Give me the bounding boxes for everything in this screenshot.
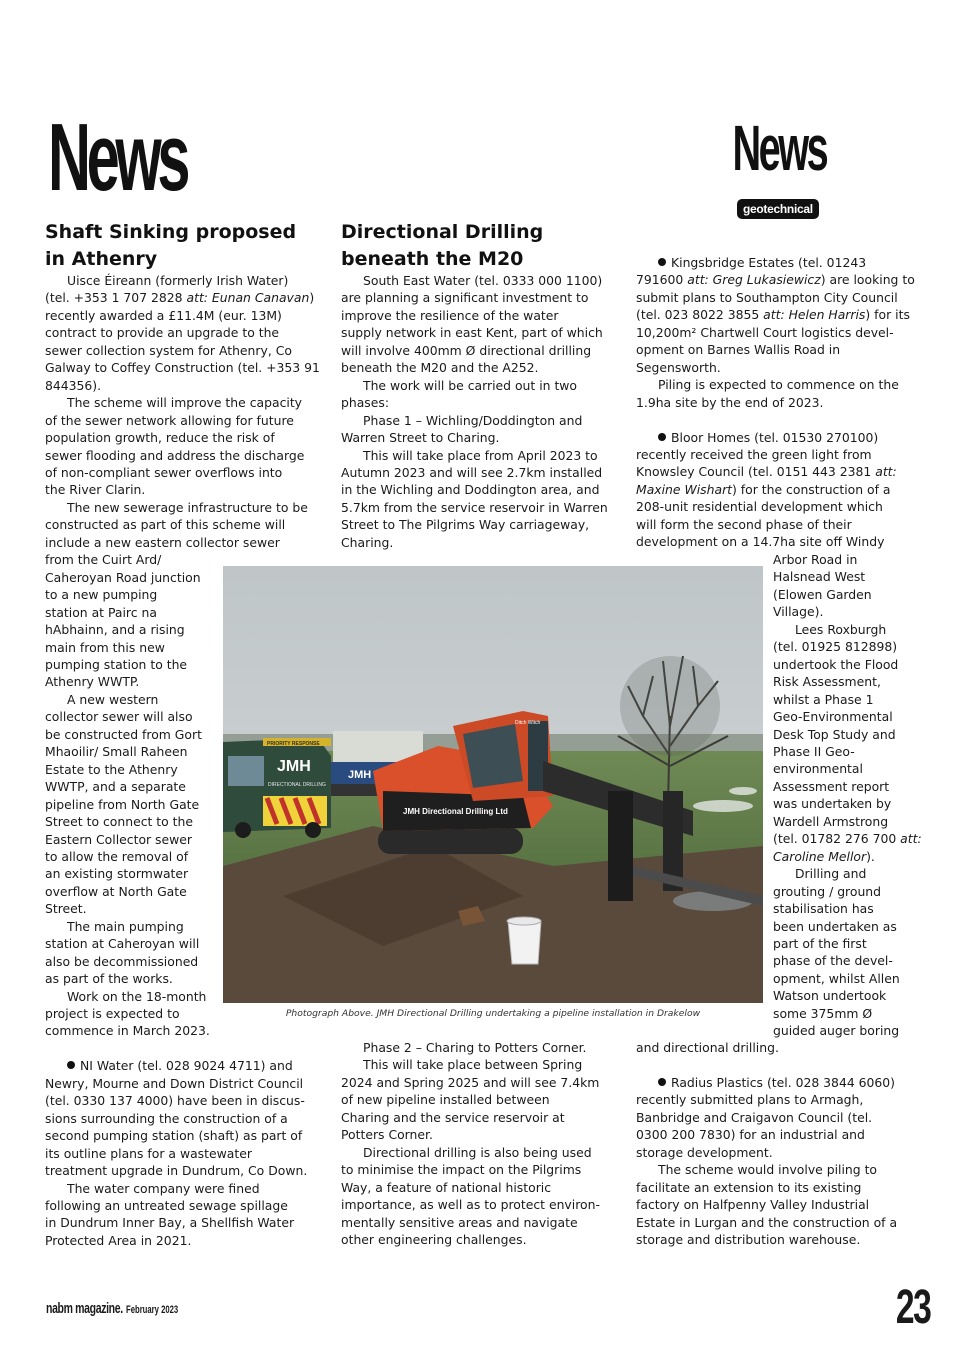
paragraph: The scheme will improve the capacity of the sewer network allowing for future population growth, reduce the risk of sewer flooding and address the discharge of non-compliant sewer overflows into the River Clarin. [45, 395, 305, 498]
paragraph: The new sewerage infrastructure to be constructed as part of this scheme will include a new eastern collector sewer from the Cuirt Ard/ Caheroyan Road junction to a new pumping station at Pairc na hAbhainn, and a rising main from this new pumping station to the Athenry WWTP. [45, 499, 308, 690]
paragraph: The work will be carried out in two phases: [341, 377, 578, 411]
paragraph: Bloor Homes (tel. 01530 270100) recently received the green light from Knowsley Council (tel. 0151 443 2381 att: Maxine Wishart) for the construction of a 208-unit residential development which will form the second phase of their development on a 14.7ha site off Windy [636, 429, 897, 550]
footer-magazine: nabm magazine. [46, 1300, 123, 1317]
van-sub: DIRECTIONAL DRILLING [268, 782, 326, 788]
paragraph: The main pumping station at Caheroyan will also be decommissioned as part of the works. [45, 918, 200, 987]
footer-date: February 2023 [126, 1304, 179, 1316]
bucket [507, 917, 541, 964]
headline-m20 [341, 219, 621, 273]
article-m20-top [341, 272, 626, 551]
headline-line: beneath the M20 [341, 248, 524, 270]
masthead-right: News [732, 112, 826, 184]
paragraph: South East Water (tel. 0333 000 1100) are planning a significant investment to improve the resilience of the water supply network in east Kent, part of which will involve 400mm Ø directional drilling beneath the M20 and the A252. [341, 273, 603, 376]
paragraph: This will take place from April 2023 to Autumn 2023 and will see 2.7km installed in the Wichling and Doddington area, and 5.7km from the service reservoir in Warren Street to The Pilgrims Way carriageway, Charing. [341, 447, 608, 550]
page-number: 23 [895, 1281, 930, 1334]
headline-line: Shaft Sinking proposed [45, 221, 297, 243]
paragraph: Arbor Road in Halsnead West (Elowen Garden Village). [773, 552, 872, 620]
bullet-icon [658, 1078, 666, 1086]
article-m20-bottom [341, 1039, 626, 1248]
paragraph: Radius Plastics (tel. 028 3844 6060) recently submitted plans to Armagh, Banbridge and Craigavon Council (tel. 0300 200 7830) for an industrial and storage development. [636, 1074, 896, 1160]
paragraph: Phase 2 – Charing to Potters Corner. [363, 1040, 587, 1055]
masthead-left: News [48, 104, 187, 211]
paragraph: Piling is expected to commence on the 1.9ha site by the end of 2023. [636, 377, 899, 410]
photo-caption: Photograph Above. JMH Directional Drilling undertaking a pipeline installation in Drakelow [285, 1008, 701, 1019]
photo-illustration [223, 566, 763, 1003]
van-top: PRIORITY RESPONSE [267, 741, 320, 747]
paragraph: Drilling and grouting / ground stabilisation has been undertaken as part of the first phase of the devel- opment, whilst Allen Watson undertook some 375mm Ø guided auger boring [773, 866, 900, 1039]
paragraph: The water company were fined following an untreated sewage spillage in Dundrum Inner Bay, a Shellfish Water Protected Area in 2021. [45, 1180, 295, 1248]
paragraph: A new western collector sewer will also be constructed from Gort Mhaoilir/ Small Raheen Estate to the Athenry WWTP, and a separate pipeline from North Gate Street to connect to the Eastern Collector sewer to allow the removal of an existing stormwater overflow at North Gate Street. [45, 691, 202, 917]
paragraph: Uisce Éireann (formerly Irish Water) (tel. +353 1 707 2828 att: Eunan Canavan) recently awarded a £11.4M (eur. 13M) contract to provide an upgrade to the sewer collection system for Athenry, Co Galway to Coffey Construction (tel. +353 91 844356). [45, 273, 320, 393]
paragraph: Lees Roxburgh (tel. 01925 812898) undertook the Flood Risk Assessment, whilst a Phase 1 Geo-Environmental Desk Top Study and Phase II Geo- environmental Assessment report was undertaken by Wardell Armstrong (tel. 01782 276 700 att: Caroline Mellor). [773, 621, 922, 864]
article-right-bottom [636, 1039, 926, 1248]
headline-athenry [45, 219, 335, 273]
section-badge: geotechnical [737, 199, 819, 219]
bullet-icon [658, 433, 666, 441]
paragraph: The scheme would involve piling to facilitate an extension to its existing factory on Halfpenny Valley Industrial Estate in Lurgan and the construction of a storage and distribution warehouse. [636, 1162, 898, 1247]
cab-label: Ditch Witch [515, 720, 541, 726]
rig-brand: JMH Directional Drilling Ltd [403, 807, 508, 816]
tank-label: JMH [348, 769, 372, 781]
paragraph: NI Water (tel. 028 9024 4711) and Newry, Mourne and Down District Council (tel. 0330 137 4000) have been in discus- sions surrounding the construction of a second pumping station (shaft) as part of its outline plans for a wastewater treatment upgrade in Dundrum, Co Down. [45, 1058, 308, 1179]
van-logo: JMH [277, 758, 311, 775]
paragraph: Kingsbridge Estates (tel. 01243 791600 att: Greg Lukasiewicz) are looking to submit plans to Southampton City Council (tel. 023 8022 3855 att: Helen Harris) for its 10,200m² Chartwell Court logistics devel- opment on Barnes Wallis Road in Segensworth. [636, 255, 915, 375]
paragraph: Work on the 18-month project is expected to commence in March 2023. [45, 988, 210, 1039]
paragraph: and directional drilling. [636, 1040, 779, 1055]
paragraph: Directional drilling is also being used to minimise the impact on the Pilgrims Way, a feature of national historic importance, as well as to protect environ- mentally sensitive areas and navigate other engineering challenges. [341, 1144, 600, 1247]
bullet-icon [658, 258, 666, 266]
drilling-rig-photo [223, 566, 763, 1003]
headline-line: in Athenry [45, 248, 158, 270]
article-right [636, 254, 926, 551]
paragraph: Phase 1 – Wichling/Doddington and Warren Street to Charing. [341, 412, 583, 446]
paragraph: This will take place between Spring 2024 and Spring 2025 and will see 7.4km of new pipeline installed between Charing and the service reservoir at Potters Corner. [341, 1057, 600, 1143]
van [223, 738, 331, 838]
bullet-icon [67, 1061, 75, 1069]
article-right-wrap [773, 551, 923, 1040]
headline-line: Directional Drilling [341, 221, 544, 243]
